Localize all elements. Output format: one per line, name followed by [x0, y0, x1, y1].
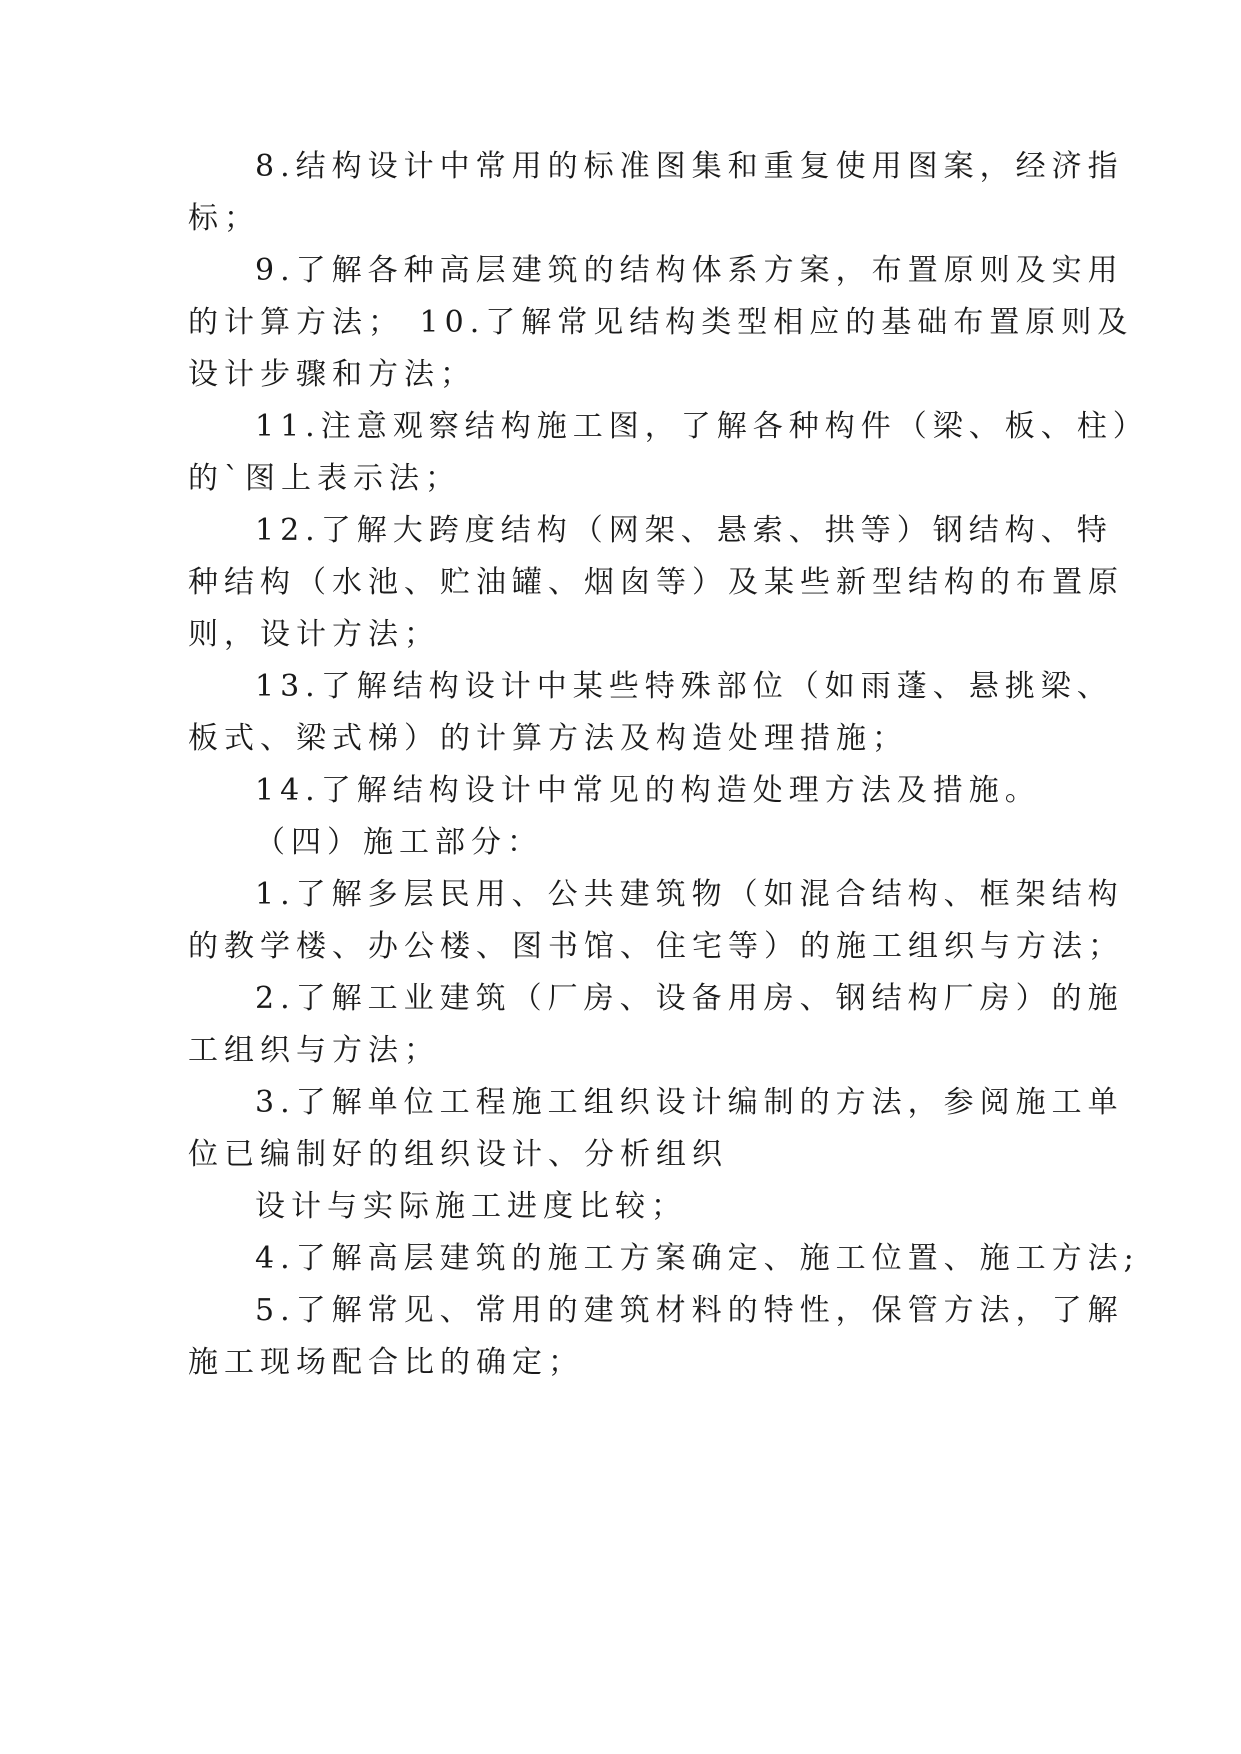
text-line: 1.了解多层民用、公共建筑物（如混合结构、框架结构 [255, 877, 1124, 912]
text-line: 设计步骤和方法； [188, 357, 476, 392]
text-line: 4.了解高层建筑的施工方案确定、施工位置、施工方法; [255, 1241, 1140, 1276]
text-line: 施工现场配合比的确定； [188, 1345, 584, 1380]
text-line: 设计与实际施工进度比较； [255, 1189, 687, 1224]
text-line: 9.了解各种高层建筑的结构体系方案，布置原则及实用 [255, 253, 1124, 288]
text-line: 工组织与方法； [188, 1033, 440, 1068]
text-line: 14.了解结构设计中常见的构造处理方法及措施。 [255, 773, 1041, 808]
text-line: 11.注意观察结构施工图，了解各种构件（梁、板、柱） [255, 409, 1149, 444]
text-line: 种结构（水池、贮油罐、烟囱等）及某些新型结构的布置原 [188, 565, 1124, 600]
text-line: 标； [188, 201, 260, 236]
text-line: 则，设计方法； [188, 617, 440, 652]
text-line: 的`图上表示法； [188, 461, 461, 496]
text-line: 5.了解常见、常用的建筑材料的特性，保管方法，了解 [255, 1293, 1124, 1328]
section-heading: （四）施工部分： [255, 825, 543, 860]
text-line: 位已编制好的组织设计、分析组织 [188, 1137, 728, 1172]
text-line: 的教学楼、办公楼、图书馆、住宅等）的施工组织与方法； [188, 929, 1124, 964]
text-line: 2.了解工业建筑（厂房、设备用房、钢结构厂房）的施 [255, 981, 1124, 1016]
text-line: 12.了解大跨度结构（网架、悬索、拱等）钢结构、特 [255, 513, 1113, 548]
text-line: 13.了解结构设计中某些特殊部位（如雨蓬、悬挑梁、 [255, 669, 1113, 704]
text-line: 8.结构设计中常用的标准图集和重复使用图案，经济指 [255, 149, 1124, 184]
text-line: 的计算方法； 10.了解常见结构类型相应的基础布置原则及 [188, 305, 1134, 340]
text-line: 板式、梁式梯）的计算方法及构造处理措施； [188, 721, 908, 756]
text-line: 3.了解单位工程施工组织设计编制的方法，参阅施工单 [255, 1085, 1124, 1120]
